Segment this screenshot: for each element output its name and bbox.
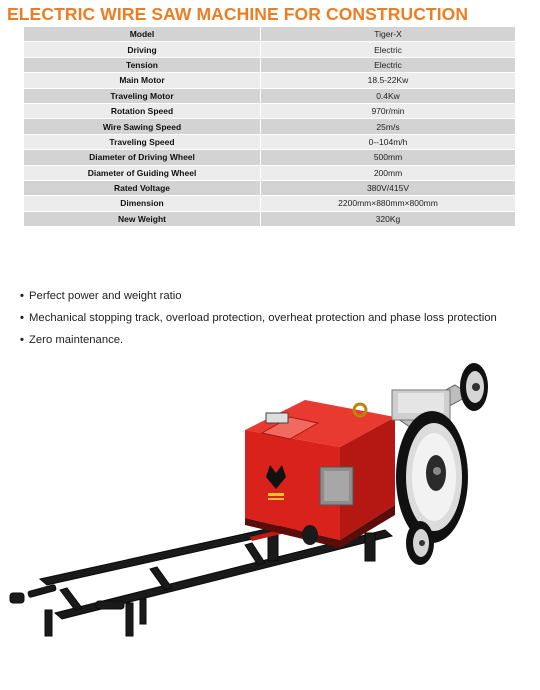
spec-label: Main Motor	[24, 73, 261, 88]
list-item	[20, 287, 497, 309]
spec-value: 18.5-22Kw	[261, 73, 516, 88]
spec-value: Tiger-X	[261, 27, 516, 42]
table-row	[24, 150, 515, 165]
spec-label: Model	[24, 27, 261, 42]
table-row	[24, 88, 515, 103]
feature-list	[20, 287, 497, 353]
spec-value: 0.4Kw	[261, 88, 516, 103]
table-row	[24, 196, 515, 211]
table-row	[24, 119, 515, 134]
spec-label: Tension	[24, 57, 261, 72]
table-row	[24, 57, 515, 72]
table-row	[24, 103, 515, 118]
table-row	[24, 134, 515, 149]
spec-value: 970r/min	[261, 103, 516, 118]
list-item	[20, 331, 497, 353]
list-item	[20, 309, 497, 331]
spec-value: Electric	[261, 42, 516, 57]
spec-label: Driving	[24, 42, 261, 57]
feature-text: Mechanical stopping track, overload protection, overheat protection and phase loss protection	[29, 312, 497, 324]
spec-value: 380V/415V	[261, 180, 516, 195]
feature-text: Perfect power and weight ratio	[29, 290, 182, 302]
spec-label: New Weight	[24, 211, 261, 226]
spec-value: 25m/s	[261, 119, 516, 134]
bullet-icon: •	[20, 312, 24, 324]
table-row	[24, 180, 515, 195]
spec-value: 320Kg	[261, 211, 516, 226]
spec-label: Traveling Speed	[24, 134, 261, 149]
spec-label: Dimension	[24, 196, 261, 211]
spec-label: Wire Sawing Speed	[24, 119, 261, 134]
spec-label: Traveling Motor	[24, 88, 261, 103]
spec-value: 2200mm×880mm×800mm	[261, 196, 516, 211]
spec-value: Electric	[261, 57, 516, 72]
spec-label: Diameter of Driving Wheel	[24, 150, 261, 165]
bullet-icon: •	[20, 290, 24, 302]
spec-value: 0--104m/h	[261, 134, 516, 149]
table-row	[24, 73, 515, 88]
bullet-icon: •	[20, 334, 24, 346]
table-row	[24, 42, 515, 57]
spec-label: Rotation Speed	[24, 103, 261, 118]
wire-saw-machine-illustration	[0, 355, 540, 690]
spec-value: 500mm	[261, 150, 516, 165]
table-row	[24, 165, 515, 180]
machine-body	[245, 400, 395, 548]
spec-label: Diameter of Guiding Wheel	[24, 165, 261, 180]
table-row	[24, 27, 515, 42]
spec-label: Rated Voltage	[24, 180, 261, 195]
spec-table	[24, 27, 515, 227]
page-title: ELECTRIC WIRE SAW MACHINE FOR CONSTRUCTION	[7, 4, 469, 24]
table-row	[24, 211, 515, 226]
feature-text: Zero maintenance.	[29, 334, 124, 346]
spec-value: 200mm	[261, 165, 516, 180]
